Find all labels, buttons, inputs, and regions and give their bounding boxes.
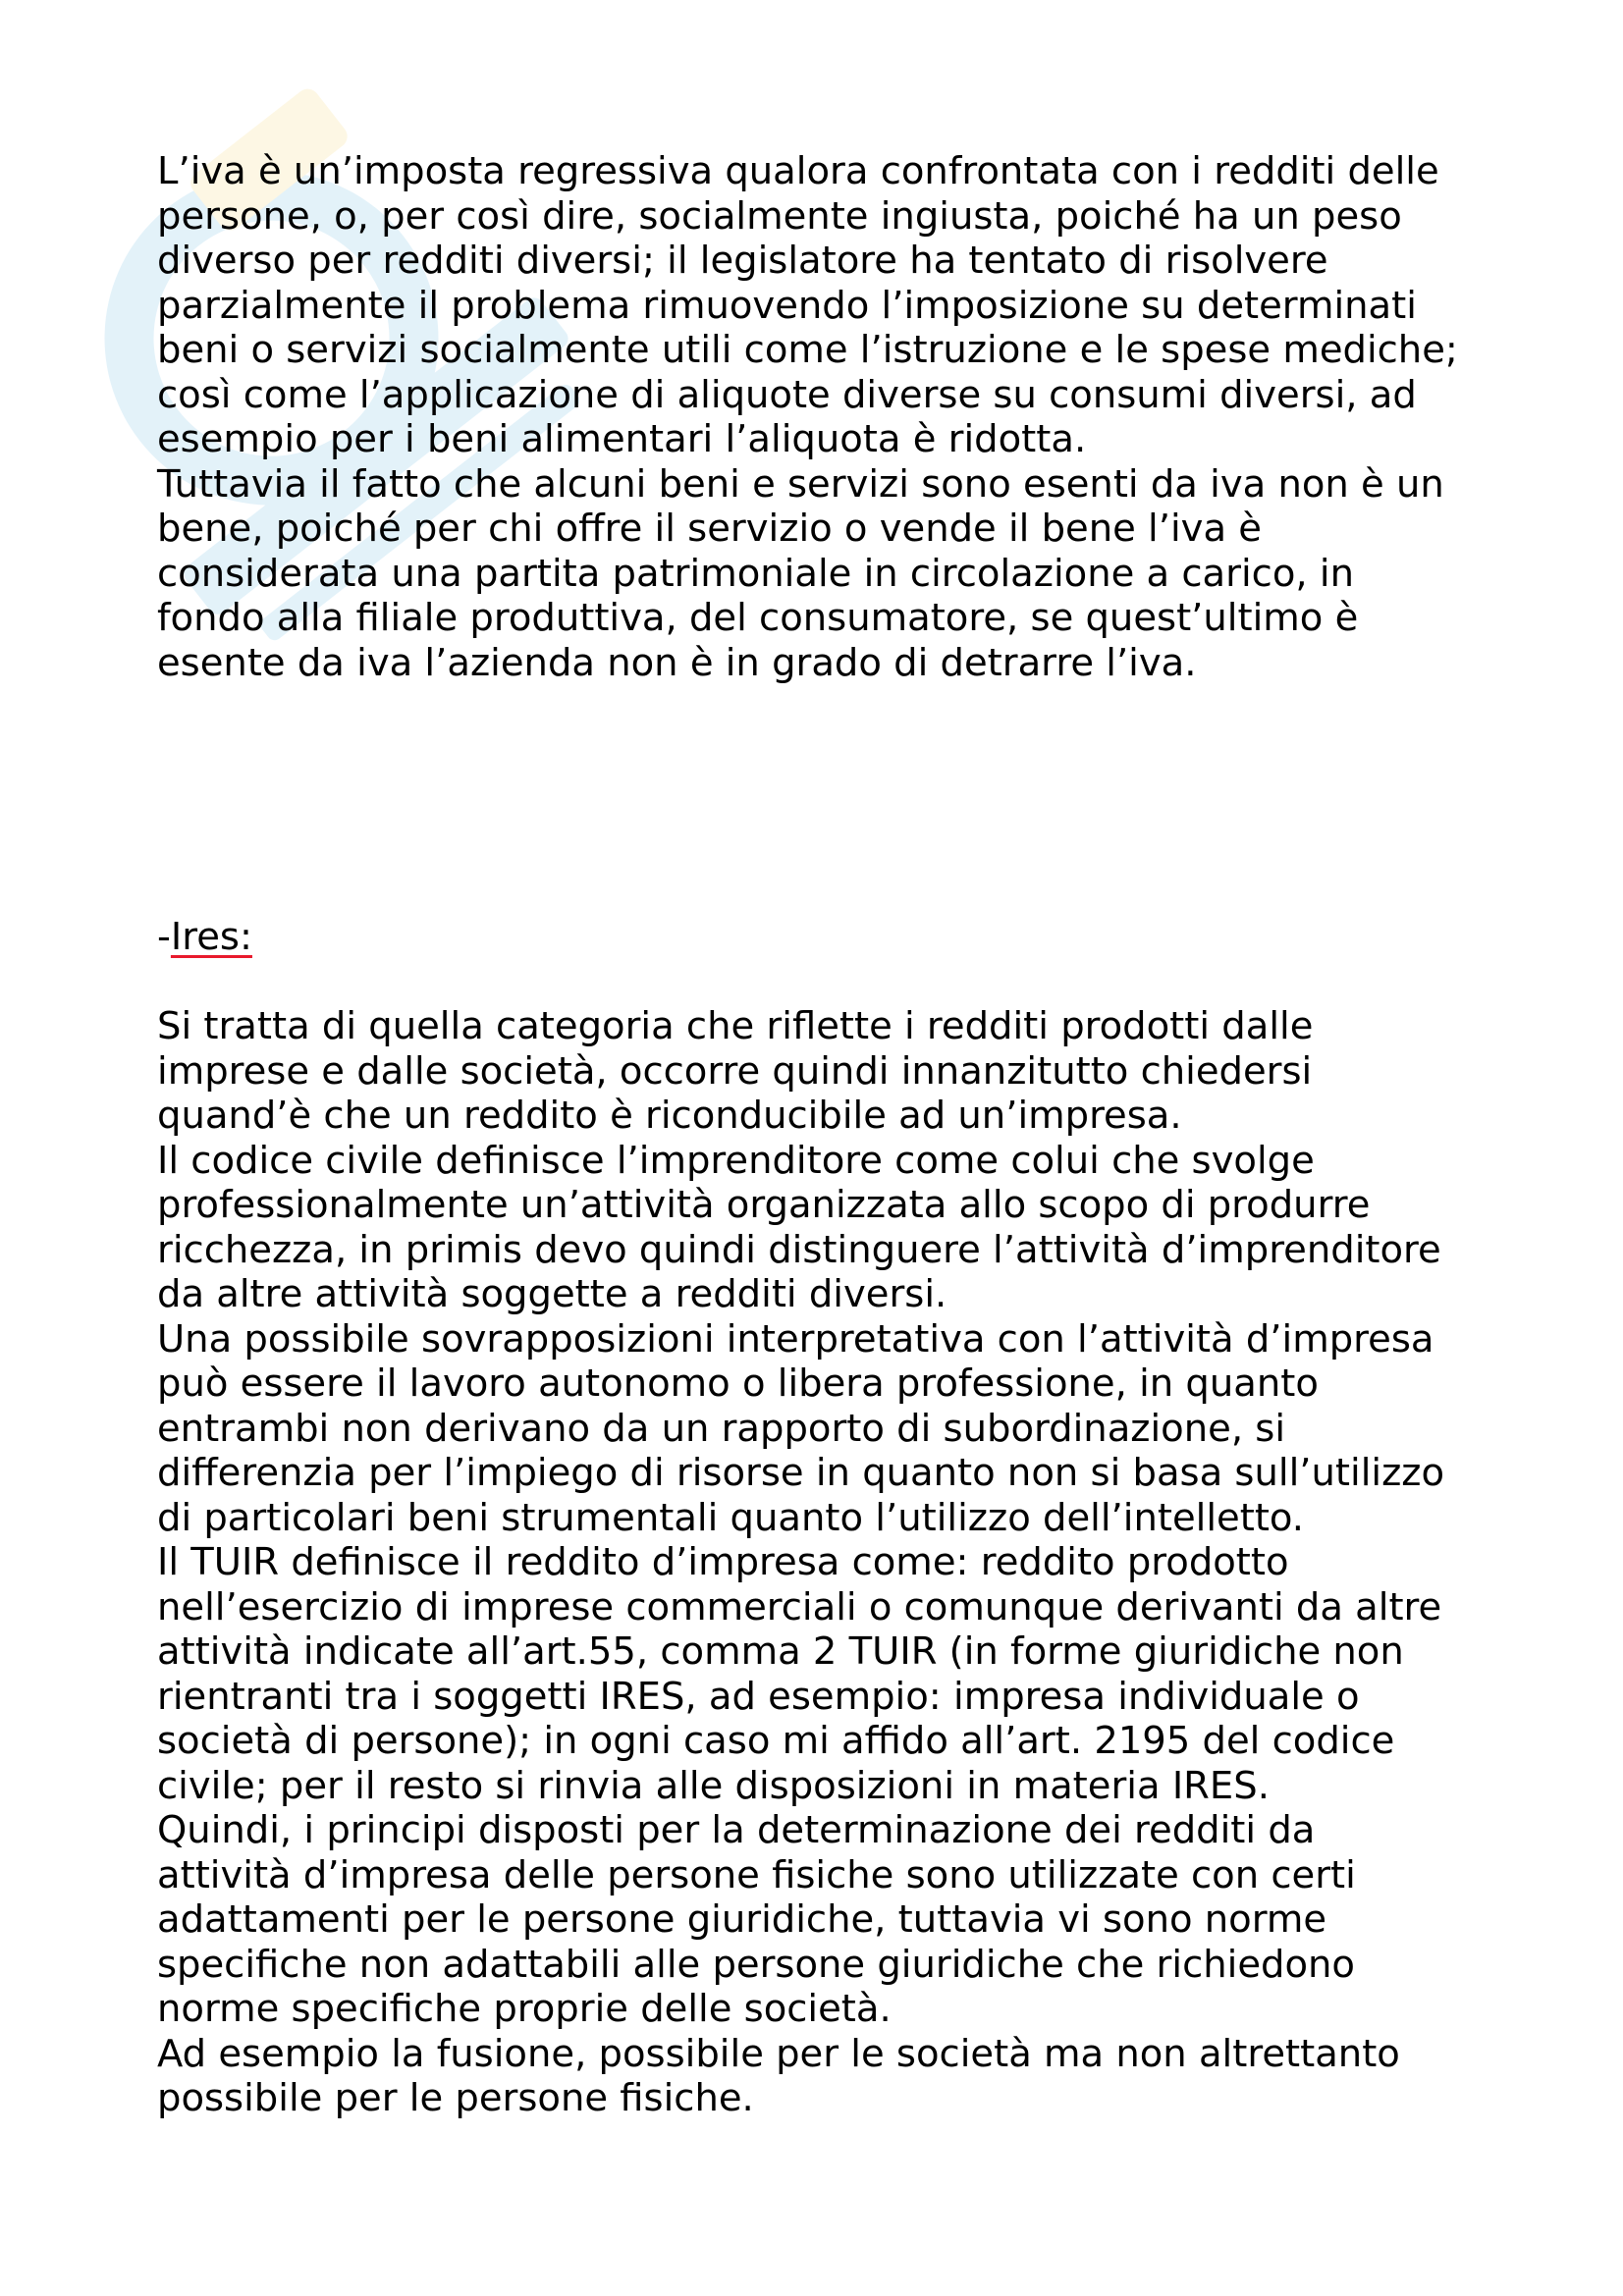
text-line: fondo alla filiale produttiva, del consumatore, se quest’ultimo è [157, 596, 1359, 640]
text-line: possibile per le persone fisiche. [157, 2076, 754, 2120]
text-line: rientranti tra i soggetti IRES, ad esempio: impresa individuale o [157, 1674, 1360, 1719]
text-line: parzialmente il problema rimuovendo l’imposizione su determinati [157, 283, 1417, 328]
text-line: Quindi, i principi disposti per la determinazione dei redditi da [157, 1808, 1316, 1852]
text-line: imprese e dalle società, occorre quindi innanzitutto chiedersi [157, 1048, 1313, 1094]
text-line: attività d’impresa delle persone fisiche sono utilizzate con certi [157, 1852, 1356, 1897]
text-line: da altre attività soggette a redditi diversi. [157, 1272, 947, 1316]
text-line: Si tratta di quella categoria che riflette i redditi prodotti dalle [157, 1004, 1314, 1048]
text-line: può essere il lavoro autonomo o libera professione, in quanto [157, 1362, 1319, 1406]
text-line: Ad esempio la fusione, possibile per le società ma non altrettanto [157, 2031, 1400, 2076]
text-line: Il TUIR definisce il reddito d’impresa come: reddito prodotto [157, 1540, 1289, 1584]
text-line: considerata una partita patrimoniale in circolazione a carico, in [157, 551, 1354, 596]
text-line: entrambi non derivano da un rapporto di subordinazione, si [157, 1406, 1286, 1451]
heading-prefix: - [157, 915, 171, 959]
text-line: specifiche non adattabili alle persone giuridiche che richiedono [157, 1942, 1355, 1987]
heading-title: Ires: [170, 915, 252, 959]
text-line: civile; per il resto si rinvia alle disposizioni in materia IRES. [157, 1763, 1270, 1808]
text-line: esente da iva l’azienda non è in grado di detrarre l’iva. [157, 640, 1197, 685]
text-line: norme specifiche proprie delle società. [157, 1987, 892, 2031]
text-line: Tuttavia il fatto che alcuni beni e servizi sono esenti da iva non è un [157, 461, 1444, 507]
text-line: diverso per redditi diversi; il legislatore ha tentato di risolvere [157, 239, 1328, 283]
text-line: beni o servizi socialmente utili come l’istruzione e le spese mediche; [157, 328, 1458, 372]
text-line: ricchezza, in primis devo quindi distinguere l’attività d’imprenditore [157, 1227, 1441, 1272]
text-line: bene, poiché per chi offre il servizio o vende il bene l’iva è [157, 507, 1262, 551]
paragraph-iva [157, 149, 1532, 685]
text-line: quand’è che un reddito è riconducibile ad un’impresa. [157, 1094, 1182, 1138]
text-line: nell’esercizio di imprese commerciali o comunque derivanti da altre [157, 1584, 1442, 1629]
text-line: di particolari beni strumentali quanto l’utilizzo dell’intelletto. [157, 1495, 1305, 1540]
text-line: così come l’applicazione di aliquote diverse su consumi diversi, ad [157, 372, 1417, 417]
text-line: adattamenti per le persone giuridiche, tuttavia vi sono norme [157, 1897, 1327, 1942]
text-line: attività indicate all’art.55, comma 2 TUIR (in forme giuridiche non [157, 1629, 1404, 1674]
text-line: Una possibile sovrapposizioni interpretativa con l’attività d’impresa [157, 1316, 1434, 1362]
section-heading-ires [157, 915, 252, 960]
text-line: società di persone); in ogni caso mi affido all’art. 2195 del codice [157, 1719, 1395, 1763]
paragraph-ires [157, 1004, 1532, 2121]
text-line: esempio per i beni alimentari l’aliquota è ridotta. [157, 417, 1087, 461]
text-line: differenzia per l’impiego di risorse in quanto non si basa sull’utilizzo [157, 1451, 1445, 1495]
text-line: professionalmente un’attività organizzata allo scopo di produrre [157, 1183, 1371, 1227]
text-line: Il codice civile definisce l’imprenditore come colui che svolge [157, 1138, 1315, 1183]
text-line: persone, o, per così dire, socialmente ingiusta, poiché ha un peso [157, 193, 1402, 239]
text-line: L’iva è un’imposta regressiva qualora confrontata con i redditi delle [157, 149, 1439, 193]
